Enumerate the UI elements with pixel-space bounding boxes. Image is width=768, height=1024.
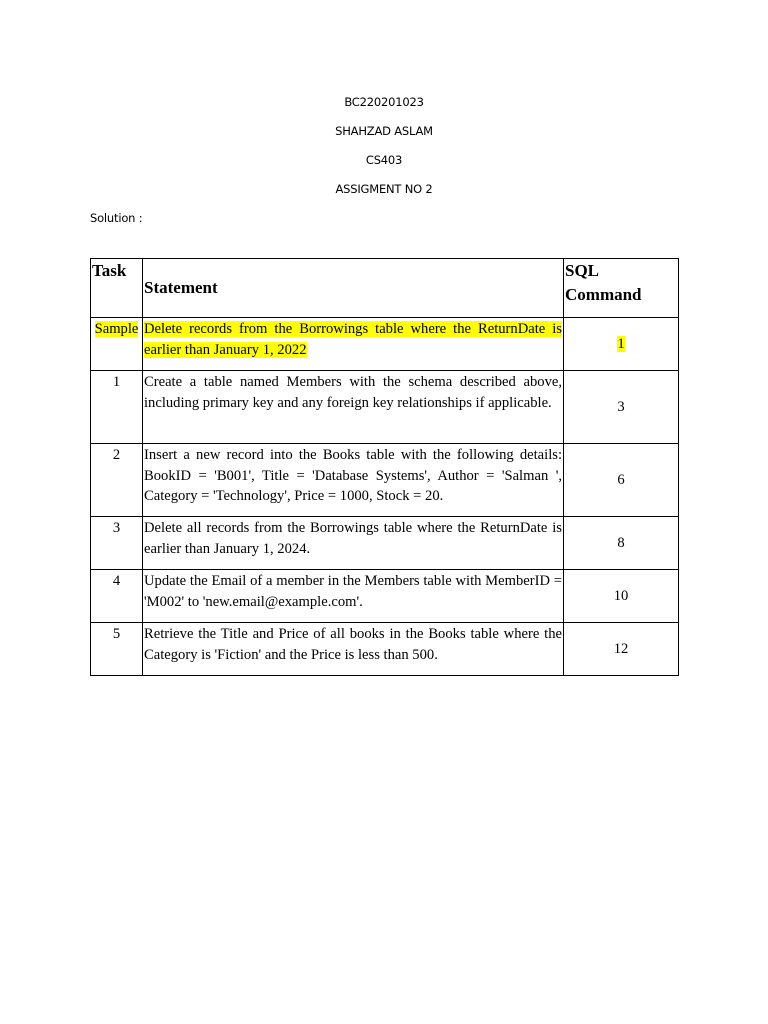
task-number: 1 bbox=[91, 371, 143, 444]
sql-cell bbox=[564, 318, 679, 371]
task-number: 2 bbox=[91, 444, 143, 517]
task-number: 5 bbox=[91, 623, 143, 676]
table-row bbox=[91, 623, 679, 676]
statement-text: Update the Email of a member in the Members table with MemberID = 'M002' to 'new.email@example.com'. bbox=[143, 570, 564, 623]
table-row bbox=[91, 444, 679, 517]
statement-text: Delete all records from the Borrowings table where the ReturnDate is earlier than January 1, 2024. bbox=[143, 517, 564, 570]
statement-text: Retrieve the Title and Price of all books in the Books table where the Category is 'Fiction' and the Price is less than 500. bbox=[143, 623, 564, 676]
sql-page-ref: 3 bbox=[564, 371, 679, 444]
table-header-row bbox=[91, 259, 679, 318]
task-table bbox=[90, 258, 679, 676]
table-row bbox=[91, 570, 679, 623]
column-header-task: Task bbox=[91, 259, 143, 318]
statement-cell bbox=[143, 318, 564, 371]
task-number: 4 bbox=[91, 570, 143, 623]
solution-label: Solution : bbox=[90, 211, 143, 225]
assignment-title: ASSIGMENT NO 2 bbox=[335, 182, 433, 196]
table-row bbox=[91, 318, 679, 371]
statement-text: Create a table named Members with the schema described above, including primary key and any foreign key relationships if applicable. bbox=[143, 371, 564, 444]
task-number: 3 bbox=[91, 517, 143, 570]
sql-page-ref: 6 bbox=[564, 444, 679, 517]
sql-page-ref: 8 bbox=[564, 517, 679, 570]
course-code: CS403 bbox=[365, 153, 403, 167]
statement-text: Delete records from the Borrowings table where the ReturnDate is earlier than January 1, 2022 bbox=[144, 321, 562, 358]
student-name: SHAHZAD ASLAM bbox=[335, 124, 433, 138]
sql-page-ref: 12 bbox=[564, 623, 679, 676]
table-row bbox=[91, 371, 679, 444]
column-header-sql-command: SQL Command bbox=[564, 259, 679, 318]
student-id: BC220201023 bbox=[344, 95, 424, 109]
sql-page-ref: 1 bbox=[617, 335, 625, 352]
task-cell bbox=[91, 318, 143, 371]
statement-text: Insert a new record into the Books table with the following details: BookID = 'B001', Title = 'Database Systems', Author = 'Salman ', Category = 'Technology', Price = 1000, Stock = 20. bbox=[143, 444, 564, 517]
column-header-statement: Statement bbox=[143, 259, 564, 318]
table-row bbox=[91, 517, 679, 570]
sql-page-ref: 10 bbox=[564, 570, 679, 623]
task-number: Sample bbox=[94, 321, 139, 337]
